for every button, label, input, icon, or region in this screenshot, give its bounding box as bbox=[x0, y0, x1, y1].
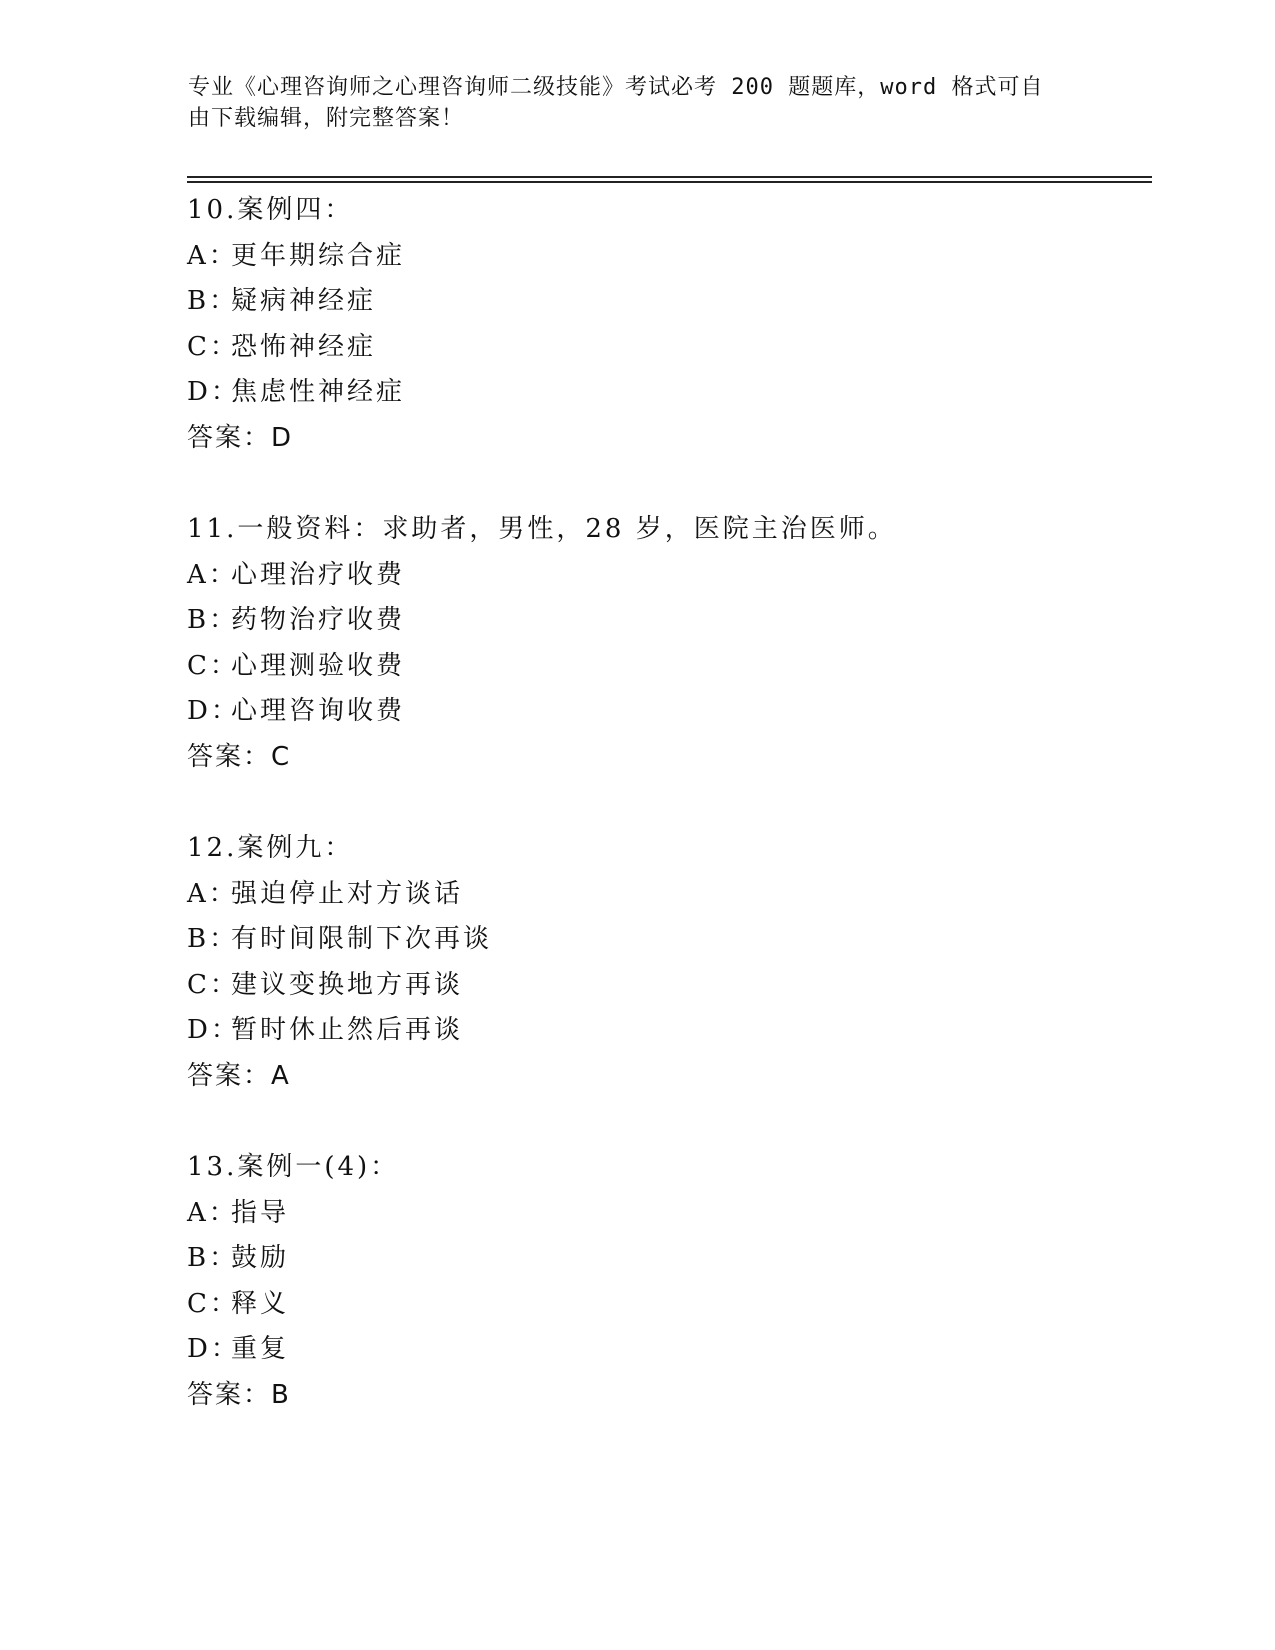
option-text: 更年期综合症 bbox=[231, 240, 406, 271]
option-text: 疑病神经症 bbox=[231, 286, 377, 316]
option-a bbox=[187, 872, 1147, 918]
option-key: B： bbox=[187, 924, 239, 954]
option-key: D： bbox=[187, 1334, 240, 1364]
option-text: 心理咨询收费 bbox=[231, 696, 406, 726]
option-d bbox=[187, 1327, 1147, 1373]
option-c bbox=[187, 644, 1147, 690]
option-c bbox=[187, 325, 1147, 371]
option-d bbox=[187, 370, 1147, 416]
question-title: 13.案例一(4)： bbox=[187, 1152, 400, 1182]
option-c bbox=[187, 963, 1147, 1009]
option-text: 心理治疗收费 bbox=[231, 559, 406, 590]
option-text: 药物治疗收费 bbox=[231, 605, 406, 635]
option-d bbox=[187, 1008, 1147, 1054]
option-text: 心理测验收费 bbox=[231, 650, 406, 681]
question-title: 11.一般资料：求助者，男性，28 岁，医院主治医师。 bbox=[187, 514, 897, 544]
header-line-1: 专业《心理咨询师之心理咨询师二级技能》考试必考 200 题题库，word 格式可自 bbox=[188, 75, 1044, 100]
option-key: C： bbox=[187, 331, 239, 362]
option-text: 暂时休止然后再谈 bbox=[231, 1015, 464, 1045]
option-b bbox=[187, 917, 1147, 963]
option-text: 建议变换地方再谈 bbox=[231, 969, 464, 1000]
question-10 bbox=[187, 188, 1147, 461]
option-c bbox=[187, 1282, 1147, 1328]
option-b bbox=[187, 598, 1147, 644]
option-b bbox=[187, 1236, 1147, 1282]
option-key: C： bbox=[187, 1288, 239, 1319]
option-text: 指导 bbox=[231, 1197, 290, 1228]
header-divider-bottom bbox=[187, 181, 1152, 183]
option-key: A： bbox=[187, 240, 238, 271]
option-key: C： bbox=[187, 650, 239, 681]
option-key: B： bbox=[187, 286, 239, 316]
option-text: 恐怖神经症 bbox=[231, 331, 377, 362]
option-b bbox=[187, 279, 1147, 325]
option-a bbox=[187, 553, 1147, 599]
option-key: A： bbox=[187, 1197, 238, 1228]
answer-line: 答案：A bbox=[187, 1060, 291, 1091]
option-a bbox=[187, 1191, 1147, 1237]
option-text: 焦虑性神经症 bbox=[231, 377, 406, 407]
option-d bbox=[187, 689, 1147, 735]
option-key: D： bbox=[187, 696, 240, 726]
answer-line: 答案：B bbox=[187, 1379, 291, 1410]
header-divider-top bbox=[187, 176, 1152, 178]
answer-line: 答案：D bbox=[187, 422, 294, 453]
question-title: 12.案例九： bbox=[187, 833, 354, 863]
option-key: B： bbox=[187, 1243, 239, 1273]
option-key: C： bbox=[187, 969, 239, 1000]
option-key: D： bbox=[187, 377, 240, 407]
option-text: 鼓励 bbox=[231, 1243, 290, 1273]
option-text: 重复 bbox=[231, 1334, 290, 1364]
option-key: A： bbox=[187, 559, 238, 590]
document-header bbox=[188, 72, 1068, 134]
option-text: 释义 bbox=[231, 1288, 290, 1319]
option-key: A： bbox=[187, 878, 238, 909]
question-list bbox=[187, 188, 1147, 1464]
question-title: 10.案例四： bbox=[187, 195, 354, 225]
option-text: 有时间限制下次再谈 bbox=[231, 924, 493, 954]
question-12 bbox=[187, 826, 1147, 1099]
question-13 bbox=[187, 1145, 1147, 1418]
question-11 bbox=[187, 507, 1147, 780]
answer-line: 答案：C bbox=[187, 741, 292, 772]
option-key: D： bbox=[187, 1015, 240, 1045]
option-key: B： bbox=[187, 605, 239, 635]
header-line-2: 由下载编辑，附完整答案！ bbox=[188, 106, 465, 131]
option-a bbox=[187, 234, 1147, 280]
option-text: 强迫停止对方谈话 bbox=[231, 878, 464, 909]
